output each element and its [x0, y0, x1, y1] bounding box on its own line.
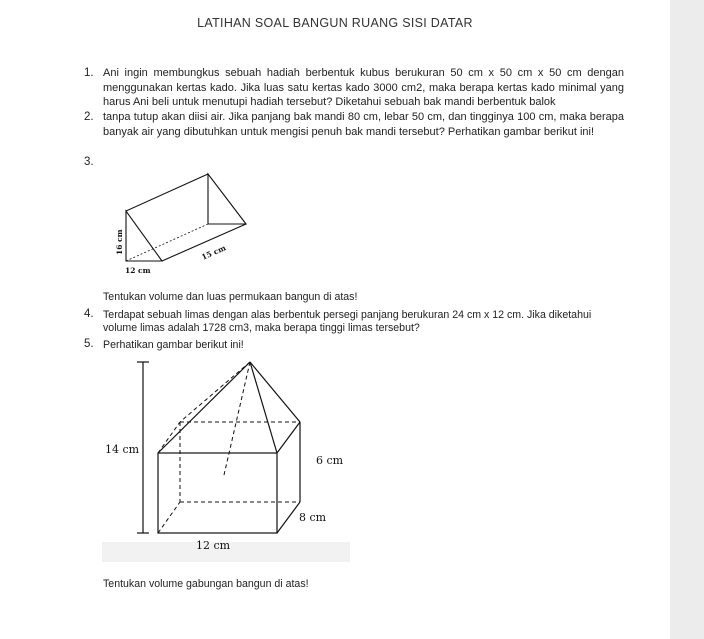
- label-prism-height-6cm: 6 cm: [316, 454, 344, 467]
- question-2-number: 2.: [84, 111, 94, 123]
- label-width-12cm: 12 cm: [196, 539, 231, 552]
- question-5-task: Tentukan volume gabungan bangun di atas!: [103, 578, 309, 590]
- question-1-text: Ani ingin membungkus sebuah hadiah berbentuk kubus berukuran 50 cm x 50 cm x 50 cm dengan menggunakan kertas kado. Jika luas satu kertas kado 3000 cm2, maka berapa kertas kado minimal yang harus Ani beli untuk menutupi hadiah tersebut? Diketahui sebuah bak mandi berbentuk balok: [103, 67, 624, 109]
- question-5-text: Perhatikan gambar berikut ini!: [103, 339, 244, 351]
- triangular-prism-figure: [110, 168, 260, 278]
- label-total-height-14cm: 14 cm: [105, 443, 140, 456]
- page-margin: [670, 0, 704, 639]
- label-length-15cm: 15 cm: [200, 243, 228, 262]
- label-base-12cm: 12 cm: [125, 266, 151, 275]
- label-height-16cm: 16 cm: [115, 229, 124, 255]
- question-2-text: tanpa tutup akan diisi air. Jika panjang bak mandi 80 cm, lebar 50 cm, dan tingginya 100 cm, maka berapa banyak air yang dibutuhkan untuk mengisi penuh bak mandi tersebut? Perhatikan gambar berikut ini!: [103, 111, 624, 138]
- question-3-task: Tentukan volume dan luas permukaan bangun di atas!: [103, 291, 358, 303]
- prism-pyramid-figure: [100, 352, 352, 564]
- label-depth-8cm: 8 cm: [299, 511, 327, 524]
- question-5-number: 5.: [84, 338, 94, 350]
- question-1-number: 1.: [84, 67, 94, 79]
- question-3-number: 3.: [84, 156, 94, 168]
- question-4-text: Terdapat sebuah limas dengan alas berbentuk persegi panjang berukuran 24 cm x 12 cm. Jika diketahui volume limas adalah 1728 cm3, maka berapa tinggi limas tersebut?: [103, 309, 592, 335]
- question-4-number: 4.: [84, 308, 94, 320]
- page-title: LATIHAN SOAL BANGUN RUANG SISI DATAR: [197, 16, 473, 30]
